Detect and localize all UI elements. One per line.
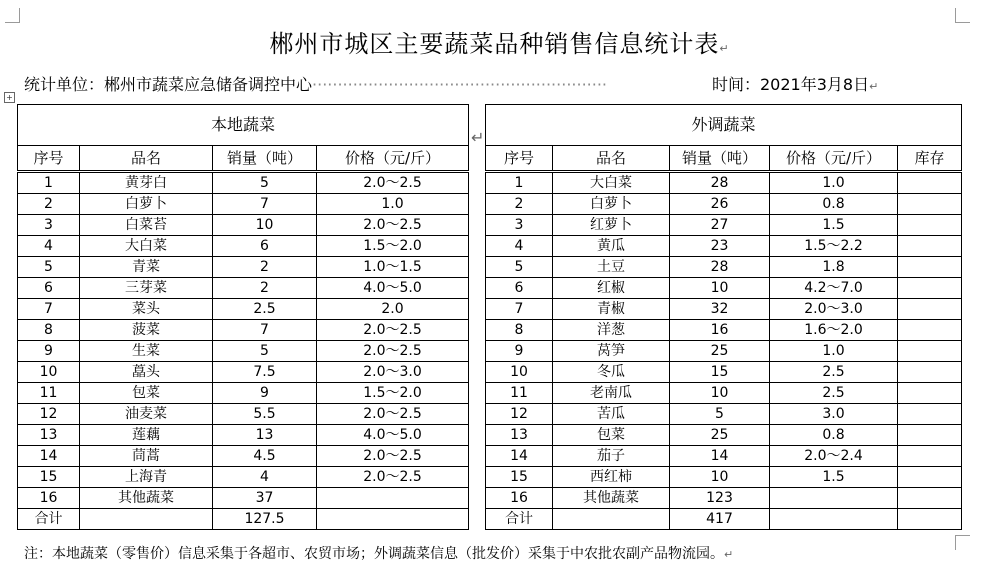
table-row bbox=[18, 299, 962, 320]
column-header: 价格（元/斤） bbox=[770, 146, 898, 172]
table-cell: 13 bbox=[18, 425, 80, 446]
table-cell: 白萝卜 bbox=[80, 194, 213, 215]
table-cell: 红椒 bbox=[553, 278, 670, 299]
table-cell: 37 bbox=[213, 488, 317, 509]
table-cell: 6 bbox=[486, 278, 553, 299]
table-cell: 1 bbox=[486, 172, 553, 194]
table-cell: 1.6～2.0 bbox=[770, 320, 898, 341]
table-cell bbox=[898, 446, 962, 467]
remote-total-value: 417 bbox=[670, 509, 770, 530]
table-cell bbox=[898, 467, 962, 488]
column-gap bbox=[469, 341, 486, 362]
table-cell: 冬瓜 bbox=[553, 362, 670, 383]
table-cell: 其他蔬菜 bbox=[80, 488, 213, 509]
column-header: 销量（吨） bbox=[670, 146, 770, 172]
remote-vegetables-header: 外调蔬菜 bbox=[486, 105, 962, 146]
table-cell: 2.0～2.5 bbox=[317, 341, 469, 362]
table-move-handle-icon[interactable]: + bbox=[4, 92, 15, 103]
column-gap bbox=[469, 509, 486, 530]
table-cell: 10 bbox=[213, 215, 317, 236]
table-cell: 2.0～2.5 bbox=[317, 172, 469, 194]
table-cell: 7 bbox=[18, 299, 80, 320]
empty-cell bbox=[770, 509, 898, 530]
column-gap: ↵ bbox=[469, 105, 486, 172]
table-cell: 1.5～2.0 bbox=[317, 236, 469, 257]
table-row bbox=[18, 194, 962, 215]
table-cell: 菠菜 bbox=[80, 320, 213, 341]
table-row bbox=[18, 172, 962, 194]
table-cell: 10 bbox=[670, 467, 770, 488]
table-cell: 2.5 bbox=[770, 383, 898, 404]
table-row bbox=[18, 467, 962, 488]
local-vegetables-header: 本地蔬菜 bbox=[18, 105, 469, 146]
table-cell: 27 bbox=[670, 215, 770, 236]
column-gap bbox=[469, 467, 486, 488]
table-cell: 0.8 bbox=[770, 194, 898, 215]
column-gap bbox=[469, 257, 486, 278]
column-gap bbox=[469, 236, 486, 257]
table-cell: 1 bbox=[18, 172, 80, 194]
local-total-label: 合计 bbox=[18, 509, 80, 530]
table-cell: 4.0～5.0 bbox=[317, 425, 469, 446]
table-cell: 青椒 bbox=[553, 299, 670, 320]
table-cell bbox=[898, 488, 962, 509]
table-cell: 7.5 bbox=[213, 362, 317, 383]
column-header: 库存 bbox=[898, 146, 962, 172]
table-cell: 123 bbox=[670, 488, 770, 509]
table-cell bbox=[317, 488, 469, 509]
table-row bbox=[18, 341, 962, 362]
table-cell: 1.5 bbox=[770, 215, 898, 236]
table-cell: 32 bbox=[670, 299, 770, 320]
table-cell: 5 bbox=[670, 404, 770, 425]
table-cell: 9 bbox=[18, 341, 80, 362]
table-cell: 大白菜 bbox=[553, 172, 670, 194]
table-cell: 上海青 bbox=[80, 467, 213, 488]
table-cell bbox=[898, 215, 962, 236]
table-cell: 菜头 bbox=[80, 299, 213, 320]
table-cell: 10 bbox=[486, 362, 553, 383]
table-cell: 2.0～2.5 bbox=[317, 404, 469, 425]
remote-total-label: 合计 bbox=[486, 509, 553, 530]
table-cell: 1.0 bbox=[317, 194, 469, 215]
table-row bbox=[18, 236, 962, 257]
column-gap bbox=[469, 446, 486, 467]
table-cell: 大白菜 bbox=[80, 236, 213, 257]
table-cell: 2.0～2.5 bbox=[317, 467, 469, 488]
vegetable-sales-table bbox=[17, 104, 962, 530]
table-cell: 5 bbox=[213, 172, 317, 194]
column-gap bbox=[469, 194, 486, 215]
table-cell: 15 bbox=[670, 362, 770, 383]
table-cell: 2.0～3.0 bbox=[317, 362, 469, 383]
table-cell: 7 bbox=[213, 320, 317, 341]
table-row bbox=[18, 446, 962, 467]
column-gap bbox=[469, 488, 486, 509]
table-cell bbox=[898, 362, 962, 383]
column-gap bbox=[469, 425, 486, 446]
table-cell: 13 bbox=[213, 425, 317, 446]
table-cell: 13 bbox=[486, 425, 553, 446]
column-header: 品名 bbox=[80, 146, 213, 172]
table-cell: 1.5 bbox=[770, 467, 898, 488]
table-cell: 茄子 bbox=[553, 446, 670, 467]
table-row bbox=[18, 320, 962, 341]
table-cell: 4.2～7.0 bbox=[770, 278, 898, 299]
column-header: 销量（吨） bbox=[213, 146, 317, 172]
table-cell: 黄芽白 bbox=[80, 172, 213, 194]
table-cell: 26 bbox=[670, 194, 770, 215]
empty-cell bbox=[317, 509, 469, 530]
page-corner-mark bbox=[5, 8, 20, 23]
table-cell bbox=[898, 172, 962, 194]
table-cell: 莲藕 bbox=[80, 425, 213, 446]
column-gap bbox=[469, 278, 486, 299]
table-cell: 11 bbox=[486, 383, 553, 404]
table-cell: 5 bbox=[486, 257, 553, 278]
table-cell: 14 bbox=[18, 446, 80, 467]
table-cell: 2.0～2.5 bbox=[317, 446, 469, 467]
table-cell bbox=[898, 299, 962, 320]
table-cell: 3.0 bbox=[770, 404, 898, 425]
table-cell: 西红柿 bbox=[553, 467, 670, 488]
column-gap bbox=[469, 320, 486, 341]
table-cell: 白菜苔 bbox=[80, 215, 213, 236]
table-cell: 10 bbox=[670, 278, 770, 299]
table-cell: 洋葱 bbox=[553, 320, 670, 341]
column-header: 序号 bbox=[18, 146, 80, 172]
table-cell: 2.0～3.0 bbox=[770, 299, 898, 320]
table-cell bbox=[898, 236, 962, 257]
table-cell: 6 bbox=[213, 236, 317, 257]
table-cell: 16 bbox=[670, 320, 770, 341]
table-cell: 4 bbox=[213, 467, 317, 488]
table-cell: 2 bbox=[213, 257, 317, 278]
empty-cell bbox=[80, 509, 213, 530]
table-cell: 14 bbox=[670, 446, 770, 467]
table-cell: 4.0～5.0 bbox=[317, 278, 469, 299]
table-row bbox=[18, 215, 962, 236]
table-cell: 三芽菜 bbox=[80, 278, 213, 299]
table-cell bbox=[898, 425, 962, 446]
table-cell: 16 bbox=[486, 488, 553, 509]
table-cell: 土豆 bbox=[553, 257, 670, 278]
table-cell bbox=[898, 320, 962, 341]
table-cell: 莴笋 bbox=[553, 341, 670, 362]
table-cell: 1.0～1.5 bbox=[317, 257, 469, 278]
table-row bbox=[18, 425, 962, 446]
footnote: 注：本地蔬菜（零售价）信息采集于各超市、农贸市场；外调蔬菜信息（批发价）采集于中农批农副产品物流园。↵ bbox=[24, 546, 734, 562]
table-cell: 7 bbox=[213, 194, 317, 215]
column-gap bbox=[469, 215, 486, 236]
table-cell: 苦瓜 bbox=[553, 404, 670, 425]
table-cell bbox=[898, 383, 962, 404]
table-cell: 1.5～2.0 bbox=[317, 383, 469, 404]
table-cell bbox=[898, 194, 962, 215]
table-cell bbox=[770, 488, 898, 509]
table-cell: 12 bbox=[18, 404, 80, 425]
table-cell: 12 bbox=[486, 404, 553, 425]
table-cell: 16 bbox=[18, 488, 80, 509]
table-cell: 包菜 bbox=[80, 383, 213, 404]
column-gap bbox=[469, 362, 486, 383]
table-cell: 4 bbox=[486, 236, 553, 257]
table-row bbox=[18, 404, 962, 425]
table-cell: 生菜 bbox=[80, 341, 213, 362]
table-group-header-row bbox=[18, 105, 962, 146]
table-cell: 7 bbox=[486, 299, 553, 320]
column-gap bbox=[469, 383, 486, 404]
table-row bbox=[18, 362, 962, 383]
table-cell: 包菜 bbox=[553, 425, 670, 446]
table-cell: 青菜 bbox=[80, 257, 213, 278]
table-row bbox=[18, 257, 962, 278]
total-row bbox=[18, 509, 962, 530]
table-row bbox=[18, 488, 962, 509]
table-cell: 白萝卜 bbox=[553, 194, 670, 215]
table-cell: 茼蒿 bbox=[80, 446, 213, 467]
table-cell: 3 bbox=[18, 215, 80, 236]
column-header: 品名 bbox=[553, 146, 670, 172]
table-cell: 2.5 bbox=[770, 362, 898, 383]
table-cell: 5.5 bbox=[213, 404, 317, 425]
table-cell: 1.0 bbox=[770, 172, 898, 194]
table-cell: 9 bbox=[213, 383, 317, 404]
empty-cell bbox=[553, 509, 670, 530]
column-gap bbox=[469, 404, 486, 425]
table-cell: 23 bbox=[670, 236, 770, 257]
statistics-unit: 统计单位：郴州市蔬菜应急储备调控中心·························································· bbox=[24, 75, 607, 94]
table-cell: 4.5 bbox=[213, 446, 317, 467]
table-cell: 黄瓜 bbox=[553, 236, 670, 257]
table-cell: 2.0 bbox=[317, 299, 469, 320]
table-cell: 8 bbox=[18, 320, 80, 341]
table-cell: 6 bbox=[18, 278, 80, 299]
table-cell: 2 bbox=[18, 194, 80, 215]
table-cell: 28 bbox=[670, 257, 770, 278]
table-cell: 藠头 bbox=[80, 362, 213, 383]
table-cell bbox=[898, 404, 962, 425]
table-cell: 1.0 bbox=[770, 341, 898, 362]
column-gap bbox=[469, 299, 486, 320]
table-row bbox=[18, 383, 962, 404]
table-cell: 15 bbox=[18, 467, 80, 488]
table-cell: 2.0～2.4 bbox=[770, 446, 898, 467]
table-cell: 老南瓜 bbox=[553, 383, 670, 404]
table-cell: 14 bbox=[486, 446, 553, 467]
table-cell: 4 bbox=[18, 236, 80, 257]
table-cell: 5 bbox=[213, 341, 317, 362]
table-cell: 2.0～2.5 bbox=[317, 320, 469, 341]
column-header: 序号 bbox=[486, 146, 553, 172]
statistics-date: 时间：2021年3月8日↵ bbox=[712, 75, 879, 94]
page-corner-mark bbox=[955, 535, 970, 550]
table-column-header-row bbox=[18, 146, 962, 172]
column-gap bbox=[469, 172, 486, 194]
table-cell: 1.5～2.2 bbox=[770, 236, 898, 257]
table-cell bbox=[898, 278, 962, 299]
table-cell: 其他蔬菜 bbox=[553, 488, 670, 509]
table-cell: 2 bbox=[213, 278, 317, 299]
table-cell: 11 bbox=[18, 383, 80, 404]
local-total-value: 127.5 bbox=[213, 509, 317, 530]
table-cell: 3 bbox=[486, 215, 553, 236]
table-cell: 1.8 bbox=[770, 257, 898, 278]
column-header: 价格（元/斤） bbox=[317, 146, 469, 172]
table-cell: 25 bbox=[670, 341, 770, 362]
table-cell: 10 bbox=[670, 383, 770, 404]
table-cell: 红萝卜 bbox=[553, 215, 670, 236]
empty-cell bbox=[898, 509, 962, 530]
table-cell: 8 bbox=[486, 320, 553, 341]
table-cell: 25 bbox=[670, 425, 770, 446]
table-cell: 油麦菜 bbox=[80, 404, 213, 425]
table-row bbox=[18, 278, 962, 299]
table-cell: 28 bbox=[670, 172, 770, 194]
page-corner-mark bbox=[955, 8, 970, 23]
table-cell: 0.8 bbox=[770, 425, 898, 446]
document-title: 郴州市城区主要蔬菜品种销售信息统计表↵ bbox=[269, 30, 730, 58]
table-cell: 2.5 bbox=[213, 299, 317, 320]
table-cell: 5 bbox=[18, 257, 80, 278]
table-cell: 15 bbox=[486, 467, 553, 488]
table-cell: 2.0～2.5 bbox=[317, 215, 469, 236]
table-cell: 10 bbox=[18, 362, 80, 383]
table-cell bbox=[898, 341, 962, 362]
table-cell: 9 bbox=[486, 341, 553, 362]
table-cell: 2 bbox=[486, 194, 553, 215]
table-cell bbox=[898, 257, 962, 278]
